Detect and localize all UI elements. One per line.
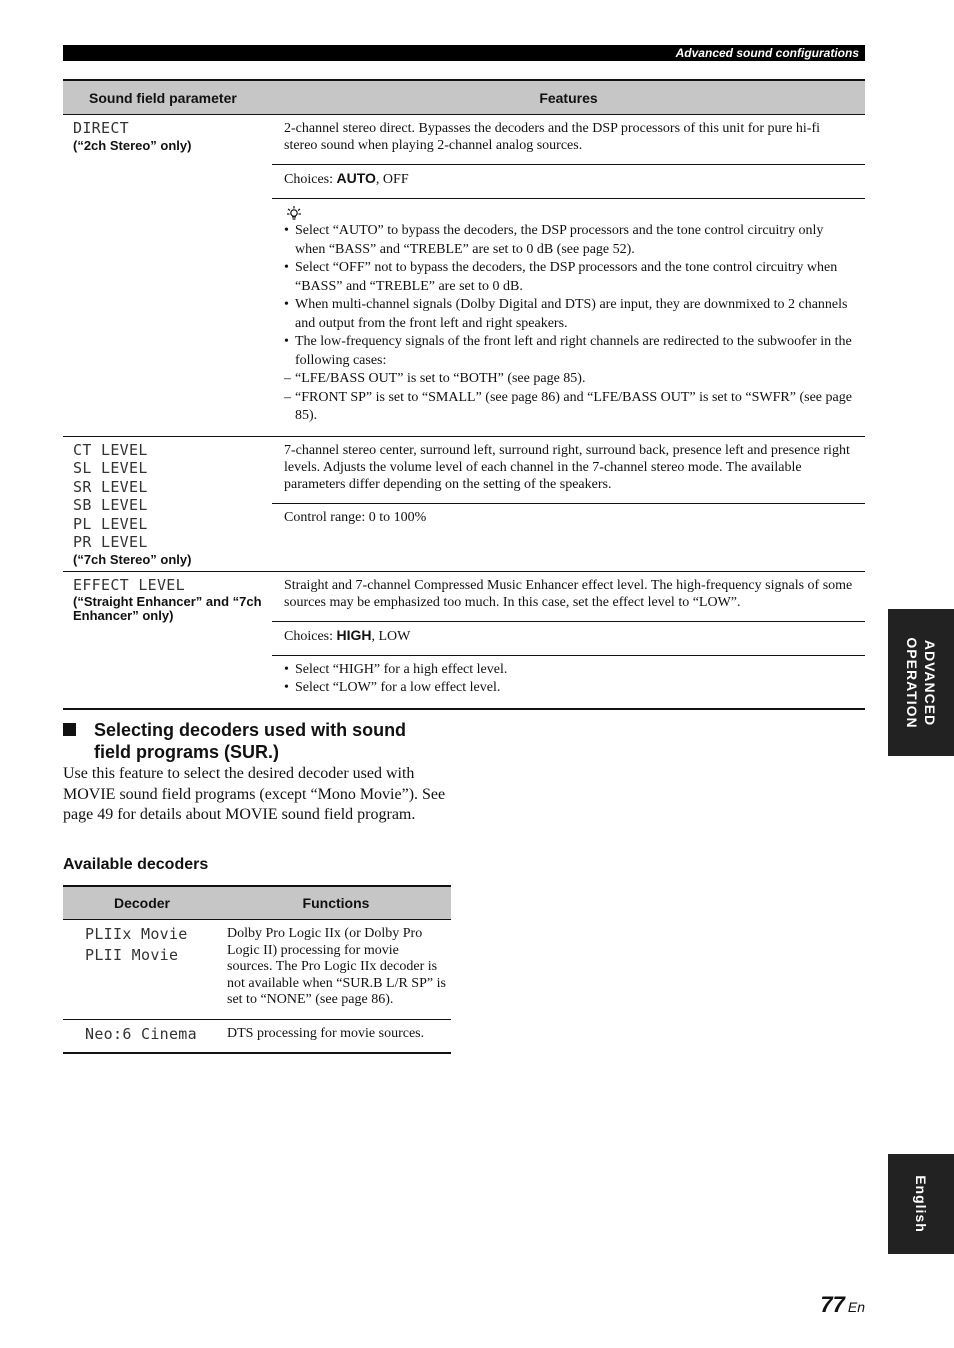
lightbulb-hint-icon [284,204,304,222]
side-tab-advanced-operation [888,609,954,756]
parameter-note: (“Straight Enhancer” and “7ch Enhancer” only) [73,594,262,623]
parameter-cell [63,115,272,436]
default-choice: HIGH [336,626,372,643]
list-item: • Select “LOW” for a low effect level. [284,679,853,698]
parameter-name: EFFECT LEVEL [73,575,185,594]
page-number: 77 En [820,1292,865,1317]
feature-description: 2-channel stereo direct. Bypasses the decoders and the DSP processors of this unit for pure hi-fi stereo sound when playing 2-channel analog sources. [272,115,865,165]
features-cell [272,572,865,708]
features-cell [272,437,865,571]
table-row-effect [63,572,865,708]
list-item: • When multi-channel signals (Dolby Digital and DTS) are input, they are downmixed to 2 channels and output from the front left and right speakers. [284,296,853,333]
table-header [63,887,451,920]
sound-field-parameter-table [63,79,865,710]
feature-choices: Choices: AUTO, OFF [272,165,865,199]
notes-list [284,222,853,426]
parameter-name: SB LEVEL [73,496,148,514]
parameter-name: PR LEVEL [73,533,148,551]
table-row-levels [63,437,865,572]
parameter-name: CT LEVEL [73,440,148,459]
side-tab-label: ADVANCED OPERATION [904,636,938,729]
feature-choices: Choices: HIGH, LOW [272,622,865,656]
column-header-features: Features [539,89,598,106]
parameter-name: PL LEVEL [73,514,148,533]
features-cell [272,115,865,436]
feature-notes [272,199,865,436]
decoder-table [63,885,451,1054]
function-cell: DTS processing for movie sources. [227,1025,425,1041]
square-bullet-icon [63,723,76,736]
table-row [63,1020,451,1053]
parameter-name: DIRECT [73,119,129,137]
section-heading: Selecting decoders used with sound field programs (SUR.) [63,719,443,763]
feature-description: Straight and 7-channel Compressed Music Enhancer effect level. The high-frequency signals of some sources may be emphasized too much. In this case, set the effect level to “LOW”. [272,572,865,622]
list-item: • Select “HIGH” for a high effect level. [284,661,853,680]
column-header-decoder: Decoder [113,895,171,911]
list-item: • The low-frequency signals of the front left and right channels are redirected to the subwoofer in the following cases: – “LFE/BASS OUT” is set to “BOTH” (see page 85). – “FRONT SP” is set to “SMALL” (see page 86) and “LFE/BASS OUT” is set to “SWFR” (see page 85). [284,333,853,426]
feature-description: 7-channel stereo center, surround left, surround right, surround back, presence left and presence right levels. Adjusts the volume level of each channel in the 7-channel stereo mode. The available parameters differ depending on the setting of the speakers. [272,437,865,504]
column-header-parameter: Sound field parameter [89,89,237,106]
cases-list [284,370,853,426]
decoder-cell [63,920,221,1019]
parameter-name: SL LEVEL [73,459,148,477]
parameter-note: (“2ch Stereo” only) [73,137,192,153]
table-row [63,920,451,1020]
list-item: – “FRONT SP” is set to “SMALL” (see page 86) and “LFE/BASS OUT” is set to “SWFR” (see page 85). [284,389,853,426]
feature-range: Control range: 0 to 100% [284,509,427,525]
column-header-functions: Functions [302,895,370,911]
section-body: Use this feature to select the desired decoder used with MOVIE sound field programs (except “Mono Movie”). See page 49 for details about MOVIE sound field program. [63,765,446,824]
subheading: Available decoders [63,856,209,873]
header-bar [63,45,865,61]
decoder-cell [63,1020,221,1053]
running-head: Advanced sound configurations [675,46,859,60]
parameter-note: (“7ch Stereo” only) [73,551,192,567]
list-item: • Select “AUTO” to bypass the decoders, the DSP processors and the tone control circuitry only when “BASS” and “TREBLE” are set to 0 dB (see page 52). [284,222,853,259]
parameter-name: SR LEVEL [73,477,148,496]
function-cell: Dolby Pro Logic IIx (or Dolby Pro Logic II) processing for movie sources. The Pro Logic IIx decoder is not available when “SUR.B L/R SP” is set to “NONE” (see page 86). [227,926,446,1007]
decoder-name: PLIIx Movie [85,925,188,943]
parameter-cell [63,437,272,571]
feature-notes [272,656,865,708]
list-item: • Select “OFF” not to bypass the decoders, the DSP processors and the tone control circuitry when “BASS” and “TREBLE” are set to 0 dB. [284,259,853,296]
table-header [63,81,865,115]
decoder-name: PLII Movie [85,946,179,964]
table-row-direct [63,115,865,437]
decoder-name: Neo:6 Cinema [85,1024,197,1043]
list-item: – “LFE/BASS OUT” is set to “BOTH” (see page 85). [284,370,853,389]
side-tab-label: English [913,1175,929,1233]
default-choice: AUTO [336,170,376,186]
side-tab-english [888,1154,954,1254]
parameter-cell [63,572,272,708]
notes-list [284,661,853,698]
